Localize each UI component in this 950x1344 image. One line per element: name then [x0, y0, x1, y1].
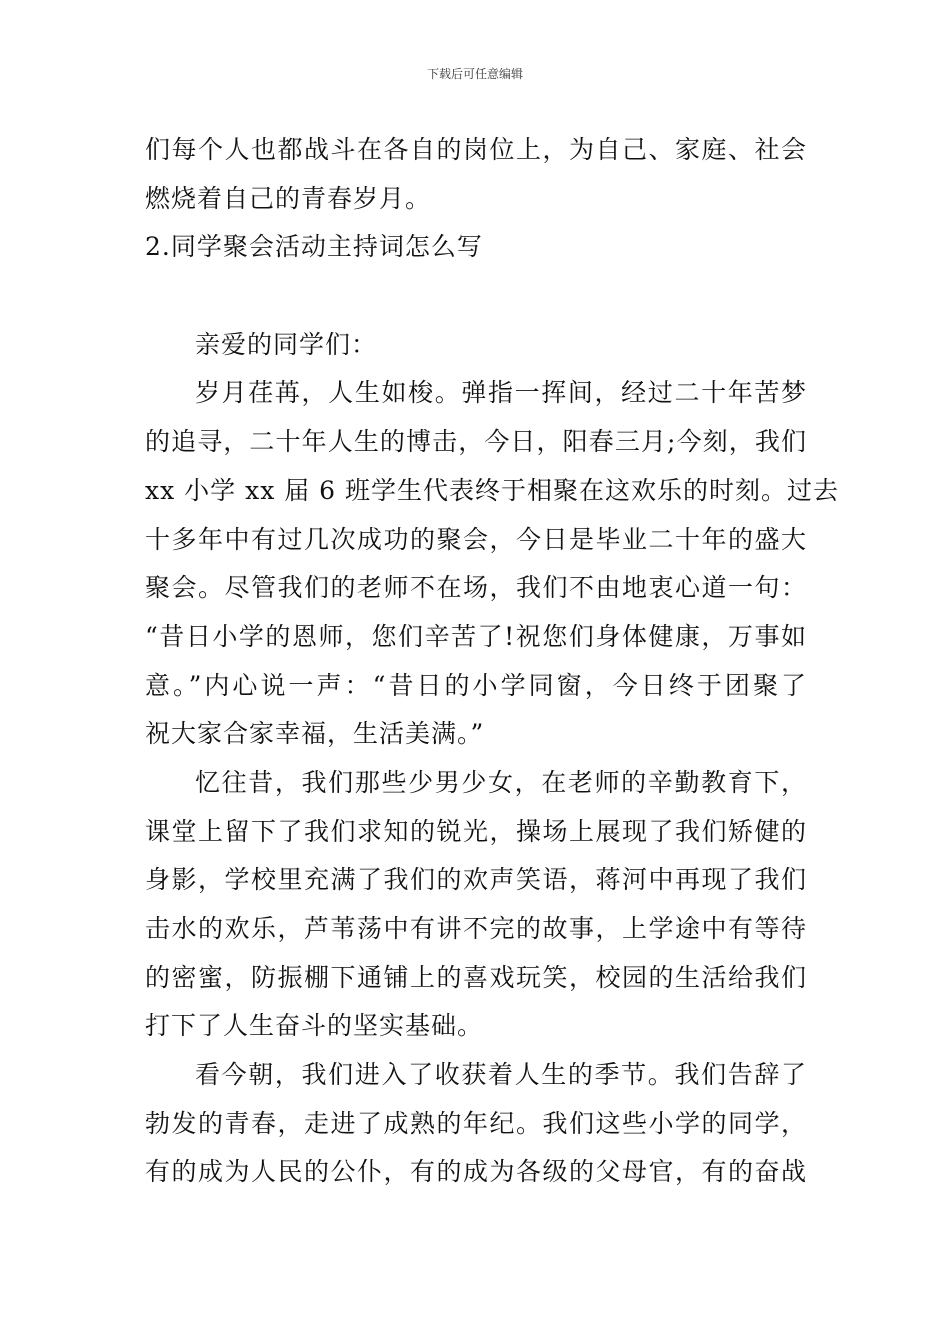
text-line: 聚会。尽管我们的老师不在场，我们不由地衷心道一句： — [145, 573, 807, 603]
page-header: 下载后可任意编辑 — [426, 67, 523, 81]
text-line: 祝大家合家幸福，生活美满。” — [145, 719, 485, 749]
section-heading: 2.同学聚会活动主持词怎么写 — [145, 232, 483, 262]
text-line: “昔日小学的恩师，您们辛苦了!祝您们身体健康，万事如 — [145, 621, 807, 651]
text-line: 燃烧着自己的青春岁月。 — [145, 183, 432, 213]
text-line: 忆往昔，我们那些少男少女，在老师的辛勤教育下， — [195, 767, 807, 797]
text-line: xx 小学 xx 届 6 班学生代表终于相聚在这欢乐的时刻。过去 — [145, 475, 840, 505]
text-line: 打下了人生奋斗的坚实基础。 — [145, 1011, 484, 1041]
text-line: 勃发的青春，走进了成熟的年纪。我们这些小学的同学， — [145, 1108, 807, 1138]
text-line: 课堂上留下了我们求知的锐光，操场上展现了我们矫健的 — [145, 816, 807, 846]
text-line: 击水的欢乐，芦苇荡中有讲不完的故事，上学途中有等待 — [145, 914, 807, 943]
text-line: 十多年中有过几次成功的聚会，今日是毕业二十年的盛大 — [145, 524, 807, 554]
text-line: 意。”内心说一声：“昔日的小学同窗，今日终于团聚了 — [145, 670, 807, 700]
text-line: 的追寻，二十年人生的博击，今日，阳春三月;今刻，我们 — [145, 427, 807, 457]
text-line: 岁月荏苒，人生如梭。弹指一挥间，经过二十年苦梦 — [195, 378, 807, 408]
blank-line — [145, 272, 807, 321]
document-body — [145, 126, 840, 1197]
text-line: 有的成为人民的公仆，有的成为各级的父母官，有的奋战 — [145, 1157, 807, 1187]
text-line: 们每个人也都战斗在各自的岗位上，为自己、家庭、社会 — [145, 135, 807, 164]
text-line: 身影，学校里充满了我们的欢声笑语，蒋河中再现了我们 — [145, 865, 807, 895]
salutation: 亲爱的同学们： — [195, 329, 378, 359]
text-line: 的密蜜，防振棚下通铺上的喜戏玩笑，校园的生活给我们 — [145, 962, 807, 992]
text-line: 看今朝，我们进入了收获着人生的季节。我们告辞了 — [195, 1060, 807, 1090]
